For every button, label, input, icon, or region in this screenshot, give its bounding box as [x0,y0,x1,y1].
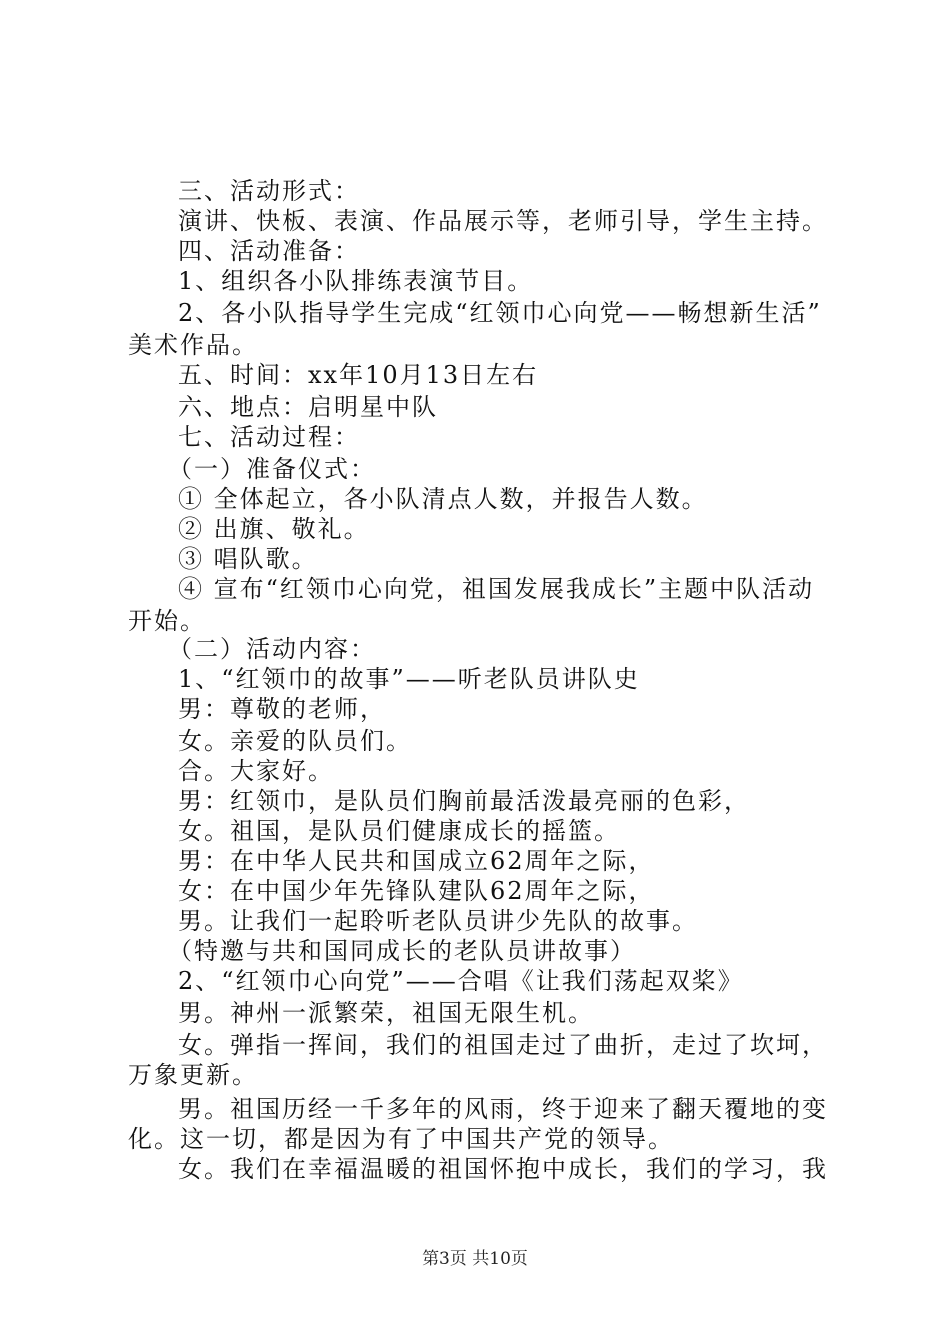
paragraph-line: 1、组织各小队排练表演节目。 [178,267,534,295]
paragraph-line: 开始。 [128,607,206,635]
dialogue-line: 合。大家好。 [178,757,334,785]
paragraph-line: 美术作品。 [128,331,258,359]
dialogue-line: 女。祖国，是队员们健康成长的摇篮。 [178,817,620,845]
page-footer: 第3页 共10页 [422,1249,528,1269]
paragraph-line: （特邀与共和国同成长的老队员讲故事） [168,937,636,965]
dialogue-line: 女。亲爱的队员们。 [178,727,412,755]
dialogue-line: 男：尊敬的老师， [178,695,386,723]
list-item: ② 出旗、敬礼。 [178,515,370,543]
dialogue-line: 女：在中国少年先锋队建队62周年之际， [178,877,655,905]
dialogue-line: 男。祖国历经一千多年的风雨，终于迎来了翻天覆地的变 [178,1095,828,1123]
paragraph-line: 演讲、快板、表演、作品展示等，老师引导，学生主持。 [178,207,828,235]
dialogue-line: 女。我们在幸福温暖的祖国怀抱中成长，我们的学习，我 [178,1155,828,1183]
dialogue-line: 化。这一切，都是因为有了中国共产党的领导。 [128,1125,674,1153]
dialogue-line: 万象更新。 [128,1061,258,1089]
list-item: ③ 唱队歌。 [178,545,318,573]
dialogue-line: 男。神州一派繁荣，祖国无限生机。 [178,999,594,1027]
subsection-heading: （一）准备仪式： [168,455,376,483]
section-heading: 六、地点：启明星中队 [178,393,438,421]
section-heading: 七、活动过程： [178,423,360,451]
subsection-heading: （二）活动内容： [168,635,376,663]
paragraph-line: 2、各小队指导学生完成“红领巾心向党——畅想新生活” [178,299,822,327]
list-item: ④ 宣布“红领巾心向党，祖国发展我成长”主题中队活动 [178,575,815,603]
paragraph-line: 2、“红领巾心向党”——合唱《让我们荡起双桨》 [178,967,744,995]
list-item: ① 全体起立，各小队清点人数，并报告人数。 [178,485,708,513]
dialogue-line: 男：红领巾，是队员们胸前最活泼最亮丽的色彩， [178,787,750,815]
dialogue-line: 男。让我们一起聆听老队员讲少先队的故事。 [178,907,698,935]
paragraph-line: 1、“红领巾的故事”——听老队员讲队史 [178,665,640,693]
dialogue-line: 男：在中华人民共和国成立62周年之际， [178,847,655,875]
section-heading: 四、活动准备： [178,237,360,265]
section-heading: 五、时间：xx年10月13日左右 [178,361,539,389]
dialogue-line: 女。弹指一挥间，我们的祖国走过了曲折，走过了坎坷， [178,1031,828,1059]
section-heading: 三、活动形式： [178,177,360,205]
